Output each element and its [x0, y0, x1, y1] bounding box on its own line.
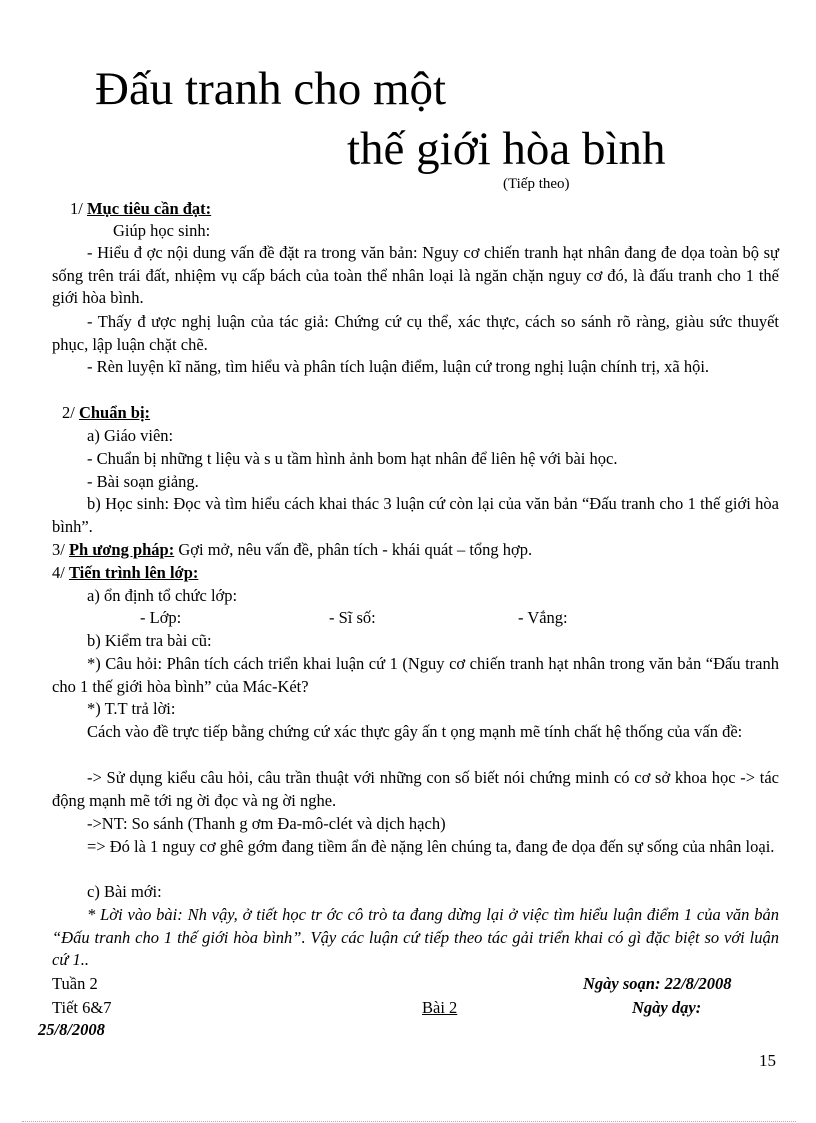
section-1-number: 1/: [70, 199, 87, 218]
lesson-number: Bài 2: [422, 998, 458, 1017]
section-4-number: 4/: [52, 563, 69, 582]
section-2-heading: [62, 402, 150, 425]
section-3-number: 3/: [52, 540, 69, 559]
section-1-title: Mục tiêu cần đạt:: [86, 199, 212, 218]
answer-paragraph-3: ->NT: So sánh (Thanh g ơm Đa-mô-clét và dịch hạch): [87, 814, 446, 833]
section-4-title: Tiến trình lên lớp:: [68, 563, 199, 582]
class-field: - Lớp:: [140, 608, 182, 627]
subtitle: (Tiếp theo): [503, 176, 570, 192]
section-2-teacher: a) Giáo viên:: [87, 426, 174, 445]
section-4-heading: [52, 562, 198, 585]
section-1-item-1: - Hiểu đ ợc nội dung vấn đề đặt ra trong văn bản: Nguy cơ chiến tranh hạt nhân đang đe dọa toàn bộ sự sống trên trái đất, nhiệm vụ cấp bách của toàn thể nhân loại là ngăn chặn nguy cơ đó, là đấu tranh cho 1 thế giới hòa bình.: [52, 243, 779, 307]
section-4-b: b) Kiểm tra bài cũ:: [87, 631, 212, 650]
section-3-text: Gợi mở, nêu vấn đề, phân tích - khái quát – tổng hợp.: [174, 540, 533, 559]
attendance-field: - Sĩ số:: [329, 608, 376, 627]
answer-paragraph-4: => Đó là 1 nguy cơ ghê gớm đang tiềm ẩn đè nặng lên chúng ta, đang đe dọa đến sự sống của nhân loại.: [87, 837, 775, 856]
section-2-student: b) Học sinh: Đọc và tìm hiểu cách khai thác 3 luận cứ còn lại của văn bản “Đấu tranh cho 1 thế giới hòa bình”.: [52, 494, 779, 536]
page-bottom-divider: [22, 1121, 796, 1122]
section-2-number: 2/: [62, 403, 79, 422]
absent-field: - Vắng:: [518, 608, 568, 627]
prep-date: Ngày soạn: 22/8/2008: [583, 974, 732, 993]
answer-paragraph-2: -> Sử dụng kiểu câu hỏi, câu trần thuật với những con số biết nói chứng minh có cơ sở khoa học -> tác động mạnh mẽ tới ng ời đọc và ng ời nghe.: [52, 768, 779, 810]
section-1-item-3: - Rèn luyện kĩ năng, tìm hiểu và phân tích luận điểm, luận cứ trong nghị luận chính trị, xã hội.: [87, 357, 710, 376]
period-label: Tiết 6&7: [52, 998, 112, 1017]
teach-date-label: Ngày dạy:: [632, 998, 702, 1017]
section-1-intro: Giúp học sinh:: [113, 221, 211, 240]
lesson-intro: * Lời vào bài: Nh vậy, ở tiết học tr ớc cô trò ta đang dừng lại ở việc tìm hiểu luận điểm 1 của văn bản “Đấu tranh cho 1 thế giới hòa bình”. Vậy các luận cứ tiếp theo tác gải triển khai có gì đặc biệt so với luận cứ 1..: [52, 905, 779, 969]
answer-paragraph-1: Cách vào đề trực tiếp bằng chứng cứ xác thực gây ấn t ọng mạnh mẽ tính chất hệ thống của vấn đề:: [87, 722, 743, 741]
teach-date: 25/8/2008: [38, 1020, 105, 1039]
section-3-title: Ph ương pháp:: [68, 540, 175, 559]
title-line-2: thế giới hòa bình: [347, 123, 666, 175]
section-3: [52, 539, 532, 562]
section-2-teacher-item-2: - Bài soạn giảng.: [87, 472, 199, 491]
section-1-item-2: - Thấy đ ược nghị luận của tác giả: Chứng cứ cụ thể, xác thực, cách so sánh rõ ràng, giàu sức thuyết phục, lập luận chặt chẽ.: [52, 312, 779, 354]
page-number: 15: [759, 1051, 776, 1070]
answer-label: *) T.T trả lời:: [87, 699, 176, 718]
section-1-heading: [70, 198, 211, 221]
title-line-1: Đấu tranh cho một: [95, 63, 447, 115]
question: *) Câu hỏi: Phân tích cách triển khai luận cứ 1 (Nguy cơ chiến tranh hạt nhân trong văn bản “Đấu tranh cho 1 thế giới hòa bình” của Mác-Két?: [52, 654, 779, 696]
section-4-c: c) Bài mới:: [87, 882, 162, 901]
week-label: Tuần 2: [52, 974, 98, 993]
section-2-title: Chuẩn bị:: [78, 403, 151, 422]
section-4-a: a) ổn định tổ chức lớp:: [87, 586, 238, 605]
section-2-teacher-item-1: - Chuẩn bị những t liệu và s u tầm hình ảnh bom hạt nhân để liên hệ với bài học.: [87, 449, 618, 468]
